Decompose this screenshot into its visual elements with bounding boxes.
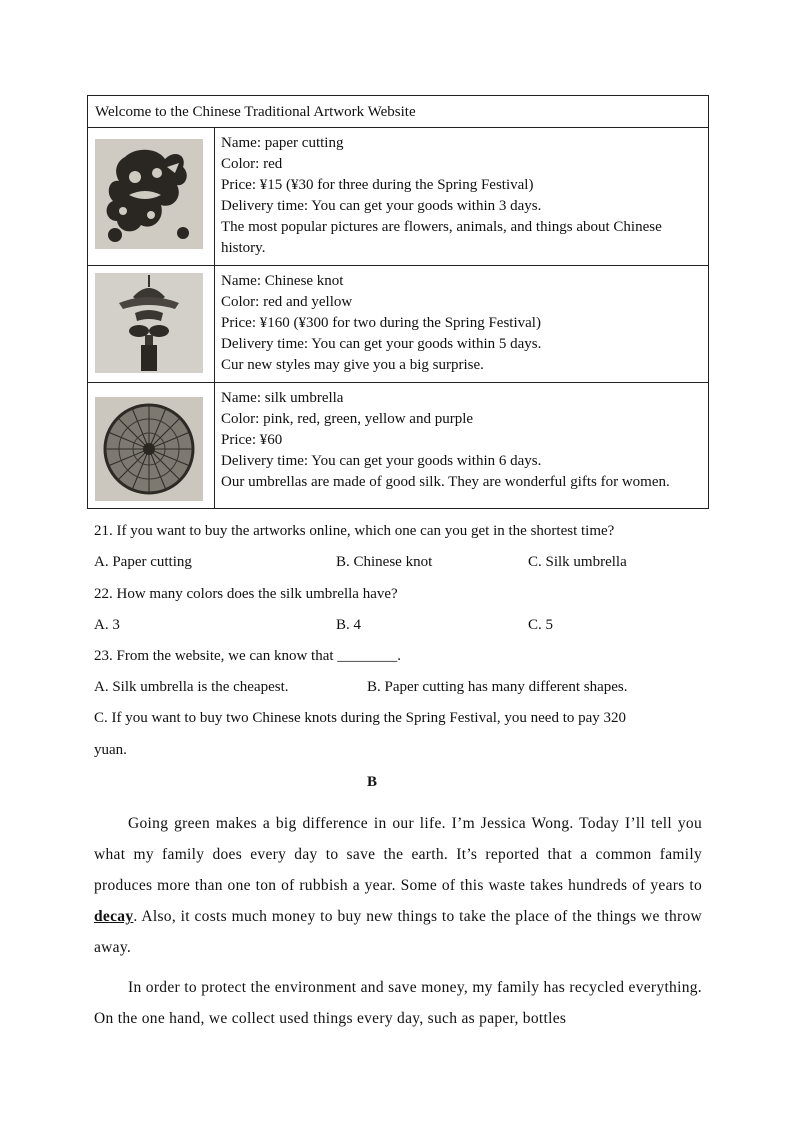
q22-option-c: C. 5 (528, 617, 554, 633)
paper-cutting-image (95, 139, 203, 249)
artwork-delivery: Delivery time: You can get your goods within 5 days. (221, 336, 542, 352)
artwork-price: Price: ¥60 (221, 432, 283, 448)
artwork-row-paper-cutting (88, 128, 709, 266)
question-23: 23. From the website, we can know that ________. (94, 648, 402, 664)
artwork-delivery: Delivery time: You can get your goods within 6 days. (221, 453, 542, 469)
passage-paragraph-1 (94, 808, 702, 963)
question-22: 22. How many colors does the silk umbrella have? (94, 586, 398, 602)
artwork-name: Name: silk umbrella (221, 390, 344, 406)
artwork-color: Color: pink, red, green, yellow and purple (221, 411, 474, 427)
artwork-row-chinese-knot (88, 266, 709, 383)
artwork-website-table (87, 95, 709, 509)
q21-option-a: A. Paper cutting (94, 554, 192, 570)
artwork-note: Our umbrellas are made of good silk. They are wonderful gifts for women. (221, 474, 670, 490)
q21-option-c: C. Silk umbrella (528, 554, 627, 570)
artwork-price: Price: ¥160 (¥300 for two during the Spring Festival) (221, 315, 541, 331)
q23-option-a: A. Silk umbrella is the cheapest. (94, 679, 289, 695)
artwork-color: Color: red (221, 156, 283, 172)
keyword-decay: decay (94, 908, 134, 925)
artwork-price: Price: ¥15 (¥30 for three during the Spring Festival) (221, 177, 534, 193)
q22-option-a: A. 3 (94, 617, 120, 633)
artwork-note: Cur new styles may give you a big surprise. (221, 357, 484, 373)
silk-umbrella-image (95, 397, 203, 501)
artwork-name: Name: paper cutting (221, 135, 344, 151)
passage-paragraph-2 (94, 972, 702, 1034)
artwork-row-silk-umbrella (88, 383, 709, 509)
question-21: 21. If you want to buy the artworks online, which one can you get in the shortest time? (94, 523, 615, 539)
chinese-knot-image (95, 273, 203, 373)
artwork-color: Color: red and yellow (221, 294, 353, 310)
q23-option-b: B. Paper cutting has many different shapes. (367, 679, 628, 695)
artwork-note: The most popular pictures are flowers, animals, and things about Chinese history. (221, 219, 662, 256)
paragraph-1-text-start: Going green makes a big difference in our life. I’m Jessica Wong. Today I’ll tell you what my family does every day to save the earth. It’s reported that a common family produces more than one ton of rubbish a year. Some of this waste takes hundreds of years to (94, 815, 702, 894)
q21-option-b: B. Chinese knot (336, 554, 433, 570)
paragraph-1-text-end: . Also, it costs much money to buy new things to take the place of the things we throw away. (94, 908, 702, 956)
artwork-name: Name: Chinese knot (221, 273, 344, 289)
section-b-heading: B (366, 774, 377, 790)
q23-option-c-line2: yuan. (94, 742, 127, 758)
paragraph-2-text: In order to protect the environment and save money, my family has recycled everything. On the one hand, we collect used things every day, such as paper, bottles (94, 979, 702, 1027)
website-title: Welcome to the Chinese Traditional Artwork Website (88, 96, 709, 128)
artwork-delivery: Delivery time: You can get your goods within 3 days. (221, 198, 542, 214)
q22-option-b: B. 4 (336, 617, 362, 633)
q23-option-c-line1: C. If you want to buy two Chinese knots during the Spring Festival, you need to pay 320 (94, 710, 627, 726)
